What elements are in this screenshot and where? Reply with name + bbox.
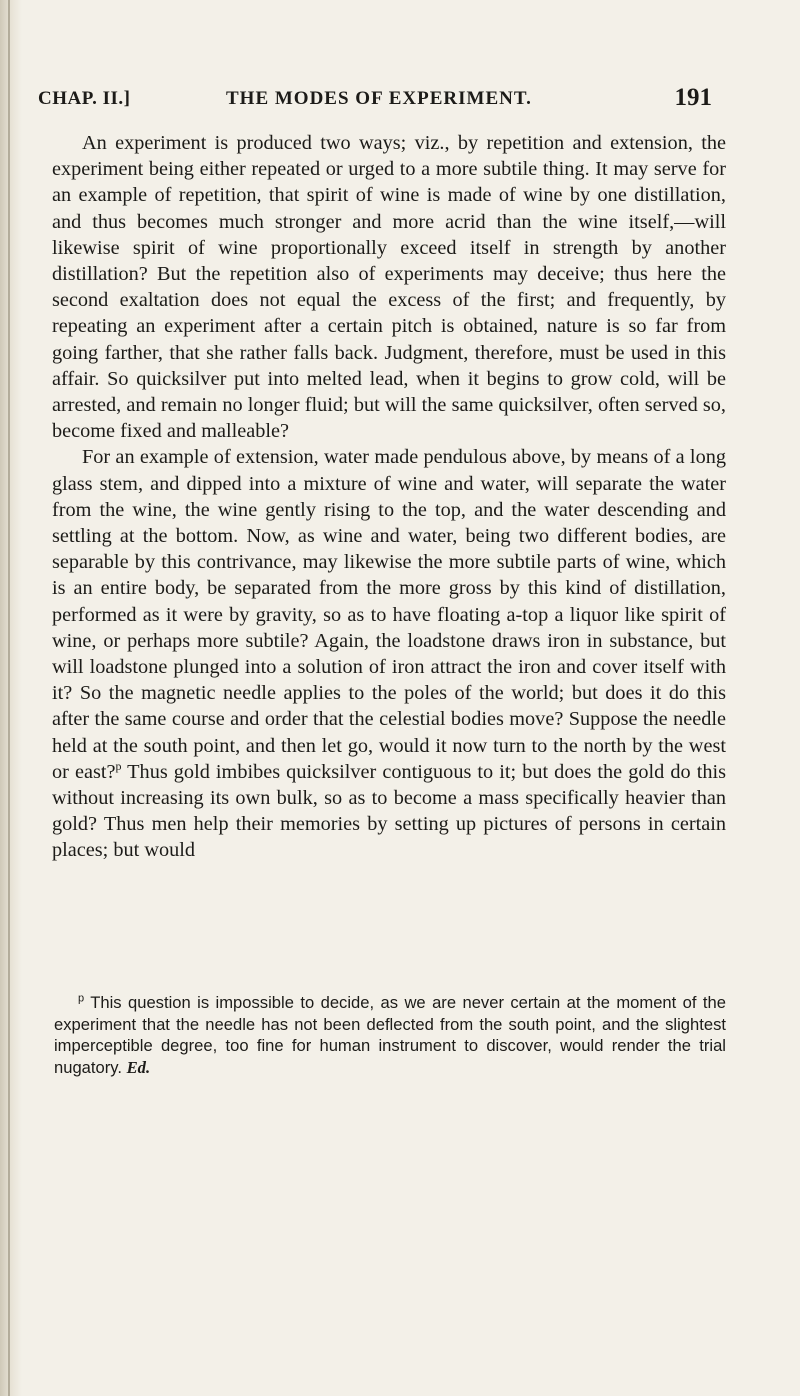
page-number: 191 (674, 84, 712, 111)
page-gutter-shadow (0, 0, 22, 1396)
footnote-body: This question is impossible to decide, as we are never certain at the moment of the experiment that the needle has not been deflected from the south point, and the slightest imperceptible degree, too fine for human instrument to discover, would render the trial nugatory. (54, 993, 726, 1077)
paragraph-repetition: An experiment is produced two ways; viz., by repetition and extension, the experiment being either repeated or urged to a more subtile thing. It may serve for an example of repetition, that spirit of wine is made of wine by one distillation, and thus becomes much stronger and more acrid than the wine itself,—will likewise spirit of wine proportionally exceed itself in strength by another distillation? But the repetition also of experiments may deceive; thus here the second exaltation does not equal the excess of the first; and frequently, by repeating an experiment after a certain pitch is obtained, nature is so far from going farther, that she rather falls back. Judgment, therefore, must be used in this affair. So quicksilver put into melted lead, when it begins to grow cold, will be arrested, and remain no longer fluid; but will the same quicksilver, often served so, become fixed and malleable? (52, 132, 726, 443)
chapter-label: CHAP. II.] (38, 88, 131, 109)
running-header (38, 84, 712, 114)
footnote-signature: Ed. (126, 1057, 151, 1077)
footnote (54, 992, 726, 1078)
footnote-reference: p (115, 759, 122, 774)
footnote-mark: p (78, 992, 85, 1005)
paragraph-extension-text-b: Thus gold imbibes quicksilver contiguous to it; but does the gold do this without increasing its own bulk, so as to become a mass specifically heavier than gold? Thus men help their memories by setting up pictures of persons in certain places; but would (52, 760, 726, 862)
footnote-text (54, 992, 726, 1078)
main-text (52, 130, 726, 864)
binding-edge (8, 0, 10, 1396)
paragraph-extension (52, 444, 726, 863)
paragraph-extension-text-a: For an example of extension, water made pendulous above, by means of a long glass stem, and dipped into a mixture of wine and water, will separate the water from the wine, the wine gently rising to the top, and the water descending and settling at the bottom. Now, as wine and water, being two different bodies, are separable by this contrivance, may likewise the more subtile parts of wine, which is an entire body, be separated from the more gross by this kind of distillation, performed as it were by gravity, so as to have floating a-top a liquor like spirit of wine, or perhaps more subtile? Again, the loadstone draws iron in substance, but will loadstone plunged into a solution of iron attract the iron and cover itself with it? So the magnetic needle applies to the poles of the world; but does it do this after the same course and order that the celestial bodies move? Suppose the needle held at the south point, and then let go, would it now turn to the north by the west or east? (52, 446, 726, 783)
section-title: THE MODES OF EXPERIMENT. (226, 88, 532, 109)
